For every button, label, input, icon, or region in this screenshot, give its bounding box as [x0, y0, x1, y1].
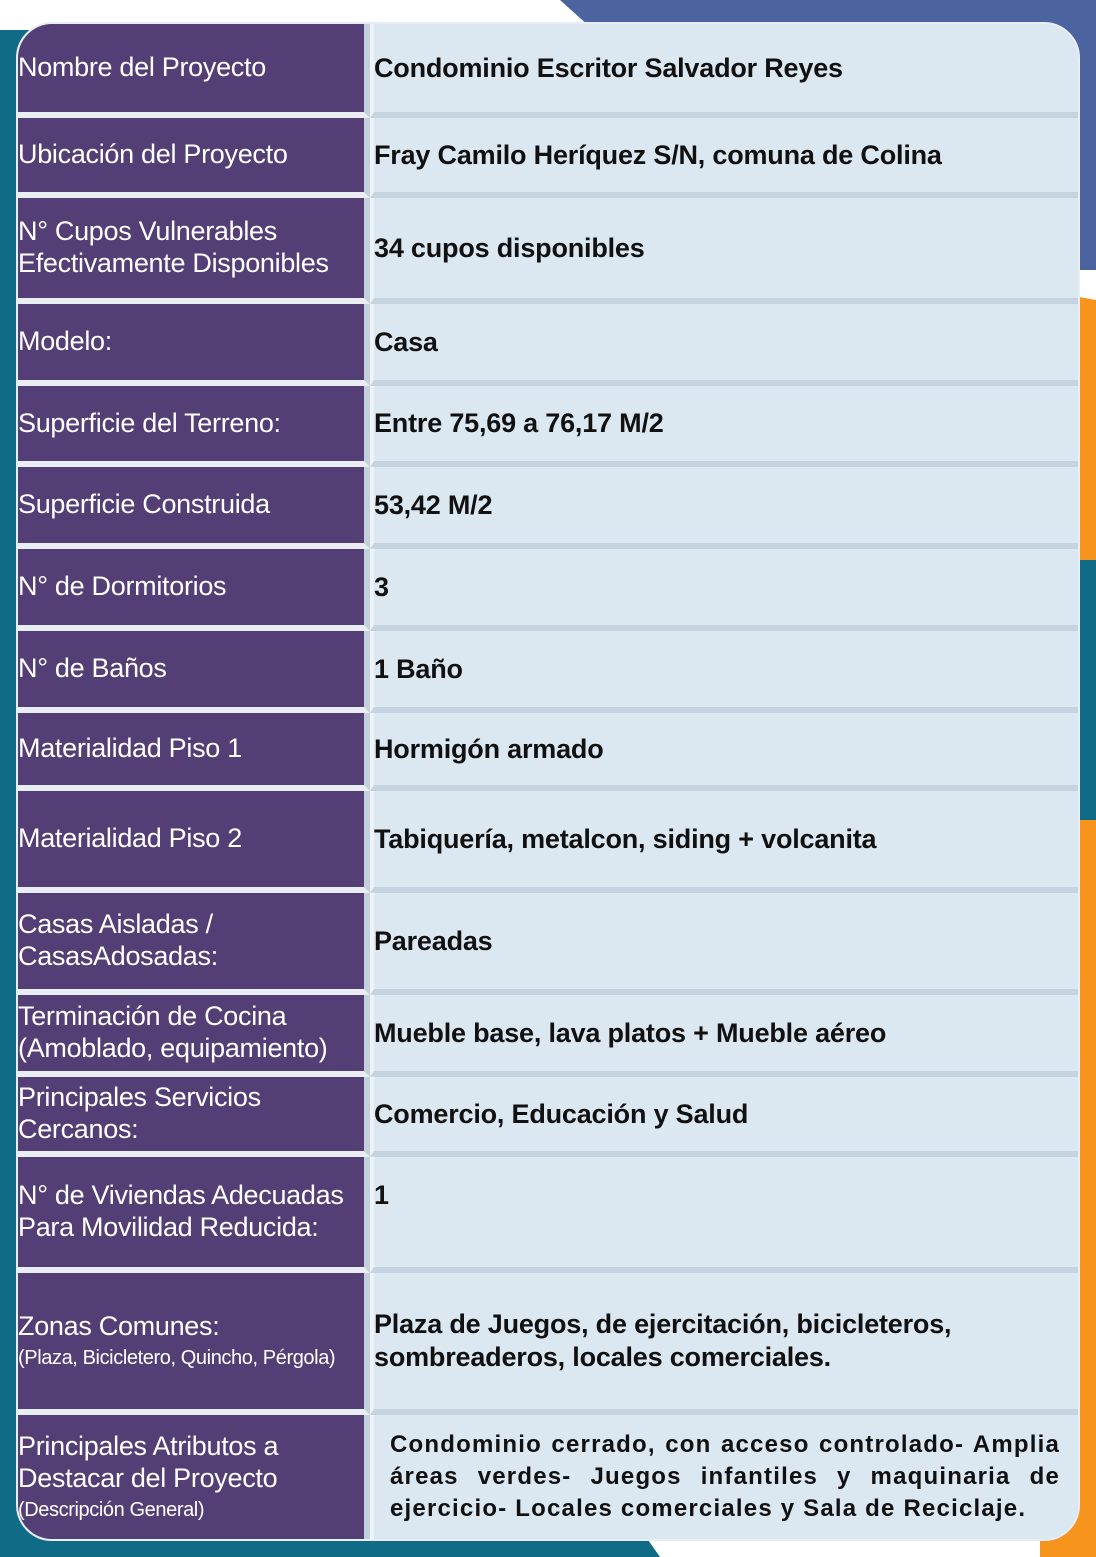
value-cocina: Mueble base, lava platos + Mueble aéreo [370, 995, 1078, 1077]
value-servicios: Comercio, Educación y Salud [370, 1077, 1078, 1157]
label-sup-terreno: Superficie del Terreno: [18, 386, 370, 467]
label-zonas-main: Zonas Comunes: [18, 1311, 220, 1342]
label-piso2: Materialidad Piso 2 [18, 791, 370, 893]
label-servicios: Principales Servicios Cercanos: [18, 1077, 370, 1157]
label-movilidad: N° de Viviendas Adecuadas Para Movilidad Reducida: [18, 1157, 370, 1273]
label-piso1: Materialidad Piso 1 [18, 713, 370, 791]
value-sup-construida: 53,42 M/2 [370, 467, 1078, 549]
value-nombre: Condominio Escritor Salvador Reyes [370, 24, 1078, 118]
label-dormitorios: N° de Dormitorios [18, 549, 370, 631]
row-casas [18, 893, 1078, 995]
project-info-table [18, 24, 1078, 1539]
label-sup-construida: Superficie Construida [18, 467, 370, 549]
label-cocina: Terminación de Cocina (Amoblado, equipamiento) [18, 995, 370, 1077]
row-sup-terreno [18, 386, 1078, 467]
value-cupos: 34 cupos disponibles [370, 198, 1078, 304]
label-zonas-sub: (Plaza, Bicicletero, Quincho, Pérgola) [18, 1347, 336, 1370]
value-piso1: Hormigón armado [370, 713, 1078, 791]
value-piso2: Tabiquería, metalcon, siding + volcanita [370, 791, 1078, 893]
row-sup-construida [18, 467, 1078, 549]
row-servicios [18, 1077, 1078, 1157]
label-zonas [18, 1273, 370, 1415]
row-banos [18, 631, 1078, 713]
value-banos: 1 Baño [370, 631, 1078, 713]
value-dormitorios: 3 [370, 549, 1078, 631]
row-modelo [18, 304, 1078, 386]
label-nombre: Nombre del Proyecto [18, 24, 370, 118]
value-zonas: Plaza de Juegos, de ejercitación, bicicleteros, sombreaderos, locales comerciales. [370, 1273, 1078, 1415]
value-sup-terreno: Entre 75,69 a 76,17 M/2 [370, 386, 1078, 467]
label-banos: N° de Baños [18, 631, 370, 713]
row-cupos [18, 198, 1078, 304]
row-cocina [18, 995, 1078, 1077]
row-atributos [18, 1415, 1078, 1539]
value-ubicacion: Fray Camilo Heríquez S/N, comuna de Colina [370, 118, 1078, 198]
project-info-card [16, 22, 1080, 1541]
row-nombre [18, 24, 1078, 118]
label-casas: Casas Aisladas / CasasAdosadas: [18, 893, 370, 995]
label-atributos [18, 1415, 370, 1539]
row-movilidad [18, 1157, 1078, 1273]
label-atributos-main: Principales Atributos a Destacar del Proyecto [18, 1431, 279, 1494]
row-piso1 [18, 713, 1078, 791]
label-atributos-sub: (Descripción General) [18, 1499, 205, 1522]
value-movilidad: 1 [370, 1157, 1078, 1273]
row-dormitorios [18, 549, 1078, 631]
row-piso2 [18, 791, 1078, 893]
label-modelo: Modelo: [18, 304, 370, 386]
label-ubicacion: Ubicación del Proyecto [18, 118, 370, 198]
value-modelo: Casa [370, 304, 1078, 386]
row-ubicacion [18, 118, 1078, 198]
label-cupos: N° Cupos Vulnerables Efectivamente Disponibles [18, 198, 370, 304]
value-casas: Pareadas [370, 893, 1078, 995]
row-zonas [18, 1273, 1078, 1415]
value-atributos: Condominio cerrado, con acceso controlado- Amplia áreas verdes- Juegos infantiles y maquinaria de ejercicio- Locales comerciales y Sala de Reciclaje. [370, 1415, 1078, 1539]
